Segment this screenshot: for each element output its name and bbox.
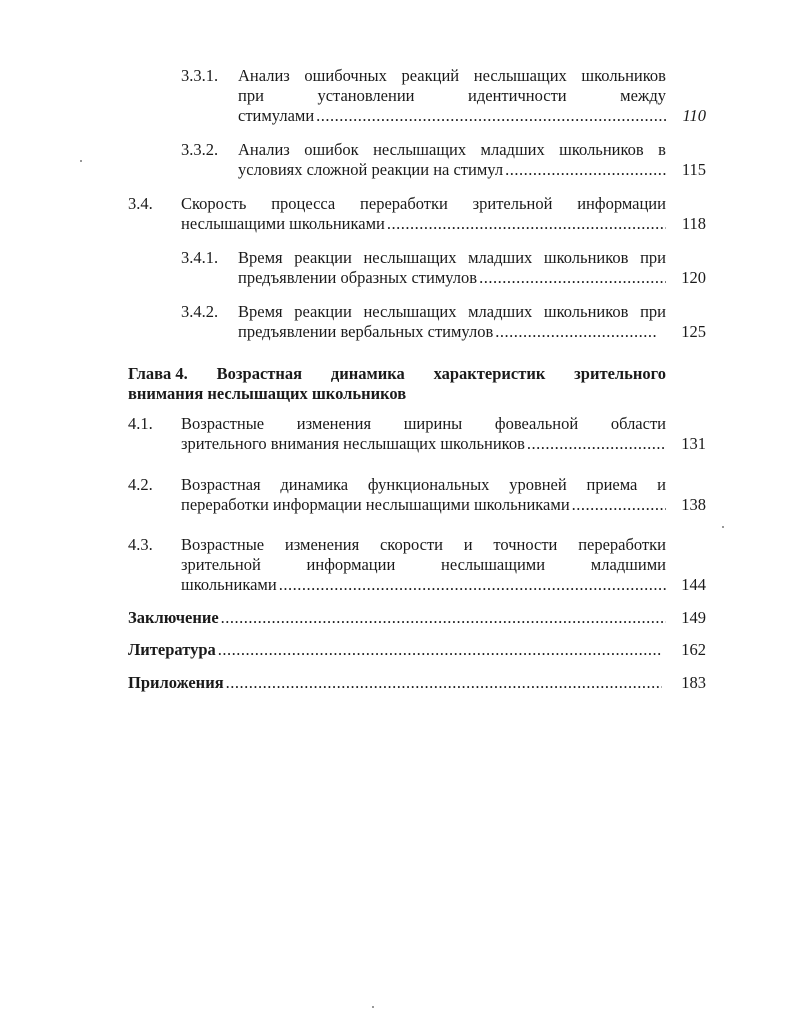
entry-title-text: зрительного внимания неслышащих школьников [181, 434, 525, 453]
word: школьников [559, 140, 644, 159]
word: скорости [379, 535, 444, 554]
word: неслышащих [363, 248, 457, 267]
entry-number: 3.4.1. [181, 248, 219, 267]
dot-leader [387, 214, 666, 234]
dot-leader [218, 640, 662, 660]
entry-title-text: неслышащими школьниками [181, 214, 385, 233]
word: точности [493, 535, 558, 554]
word: установлении [317, 86, 415, 105]
word: школьников [581, 66, 666, 85]
entry-title-line-1 [238, 248, 666, 268]
dot-leader [495, 322, 658, 342]
word: младших [468, 302, 533, 321]
dot-leader [221, 608, 666, 628]
entry-title-text: предъявлении образных стимулов [238, 268, 478, 287]
word: зрительной [181, 555, 261, 574]
word: и [463, 535, 473, 554]
scan-speck [722, 526, 724, 528]
entry-number: 3.3.2. [181, 140, 219, 159]
word: при [238, 86, 264, 105]
entry-number: 4.3. [128, 535, 153, 554]
entry-title-line-1 [238, 302, 666, 322]
word: Возрастные [181, 535, 265, 554]
entry-title-line-2 [238, 160, 666, 180]
entry-title-text: переработки информации неслышащими школьниками [181, 495, 570, 514]
entry-title-line-2 [181, 214, 666, 234]
word: неслышащих [473, 66, 567, 85]
entry-title-line-1 [128, 673, 662, 693]
entry-title-line-1 [181, 414, 666, 434]
entry-title-line-1 [128, 608, 666, 628]
page-number: 120 [681, 268, 706, 287]
page-number: 125 [681, 322, 706, 341]
word: ширины [403, 414, 463, 433]
entry-title-line-1 [238, 140, 666, 160]
entry-title-text: предъявлении вербальных стимулов [238, 322, 494, 341]
entry-title-line-3 [181, 575, 666, 595]
word: Возрастная [216, 364, 303, 383]
word: Скорость [181, 194, 247, 213]
entry-number: 4.1. [128, 414, 153, 433]
word: неслышащих [373, 140, 467, 159]
dot-leader [479, 268, 666, 288]
word: при [640, 302, 666, 321]
word: Анализ [238, 66, 290, 85]
word: младших [480, 140, 545, 159]
entry-title-line-2 [181, 555, 666, 575]
entry-title-text: школьниками [181, 575, 277, 594]
entry-number: 3.4. [128, 194, 153, 213]
scan-speck [372, 1006, 374, 1008]
entry-number: 3.3.1. [181, 66, 219, 85]
entry-title-line-2 [238, 322, 658, 342]
word: ошибочных [304, 66, 387, 85]
word: зрительного [574, 364, 666, 383]
word: Анализ [238, 140, 290, 159]
word: приема [586, 475, 638, 494]
word: идентичности [468, 86, 567, 105]
word: при [640, 248, 666, 267]
word: младших [468, 248, 533, 267]
entry-title-text: условиях сложной реакции на стимул [238, 160, 504, 179]
word: изменения [284, 535, 360, 554]
word: информации [306, 555, 396, 574]
entry-title-line-3 [238, 106, 666, 126]
dot-leader [505, 160, 666, 180]
page-number: 149 [681, 608, 706, 627]
dot-leader [527, 434, 666, 454]
entry-title-line-1 [181, 475, 666, 495]
word: школьников [543, 248, 629, 267]
entry-title-line-2 [181, 495, 666, 515]
word: информации [577, 194, 666, 213]
chapter-title-line-1 [128, 364, 666, 384]
word: динамика [330, 364, 405, 383]
entry-title-text: Приложения [128, 673, 224, 692]
word: изменения [296, 414, 372, 433]
scan-speck [80, 160, 82, 162]
chapter-title-line-2: внимания неслышащих школьников [128, 384, 407, 403]
word: Возрастные [181, 414, 265, 433]
word: функциональных [367, 475, 490, 494]
page-number: 115 [681, 160, 706, 179]
entry-title-line-1 [128, 640, 662, 660]
word: уровней [509, 475, 567, 494]
word: характеристик [433, 364, 546, 383]
dot-leader [226, 673, 662, 693]
word: и [657, 475, 666, 494]
page-number: 162 [681, 640, 706, 659]
word: фовеальной [494, 414, 579, 433]
word: между [620, 86, 666, 105]
entry-title-line-1 [181, 535, 666, 555]
page-number: 138 [681, 495, 706, 514]
page-number: 183 [681, 673, 706, 692]
entry-title-text: стимулами [238, 106, 315, 125]
entry-title-line-1 [238, 66, 666, 86]
word: неслышащими [441, 555, 546, 574]
word: неслышащих [363, 302, 457, 321]
entry-title-line-2 [238, 268, 666, 288]
entry-title-line-2 [181, 434, 666, 454]
word: Глава 4. [128, 364, 188, 383]
word: переработки [578, 535, 666, 554]
word: области [610, 414, 666, 433]
word: реакции [294, 248, 352, 267]
word: реакций [401, 66, 460, 85]
word: зрительной [472, 194, 553, 213]
word: в [658, 140, 666, 159]
word: динамика [280, 475, 349, 494]
word: Время [238, 248, 283, 267]
page-number: 118 [681, 214, 706, 233]
dot-leader [279, 575, 666, 595]
word: Время [238, 302, 283, 321]
entry-number: 4.2. [128, 475, 153, 494]
page-number: 110 [682, 106, 706, 125]
page-number: 144 [681, 575, 706, 594]
entry-title-text: Заключение [128, 608, 219, 627]
page-number: 131 [681, 434, 706, 453]
word: ошибок [304, 140, 359, 159]
word: переработки [360, 194, 448, 213]
entry-number: 3.4.2. [181, 302, 219, 321]
word: процесса [271, 194, 336, 213]
word: младшими [590, 555, 666, 574]
dot-leader [316, 106, 666, 126]
entry-title-line-1 [181, 194, 666, 214]
entry-title-text: Литература [128, 640, 216, 659]
word: Возрастная [181, 475, 261, 494]
word: реакции [294, 302, 352, 321]
dot-leader [572, 495, 666, 515]
word: школьников [543, 302, 629, 321]
entry-title-line-2 [238, 86, 666, 106]
